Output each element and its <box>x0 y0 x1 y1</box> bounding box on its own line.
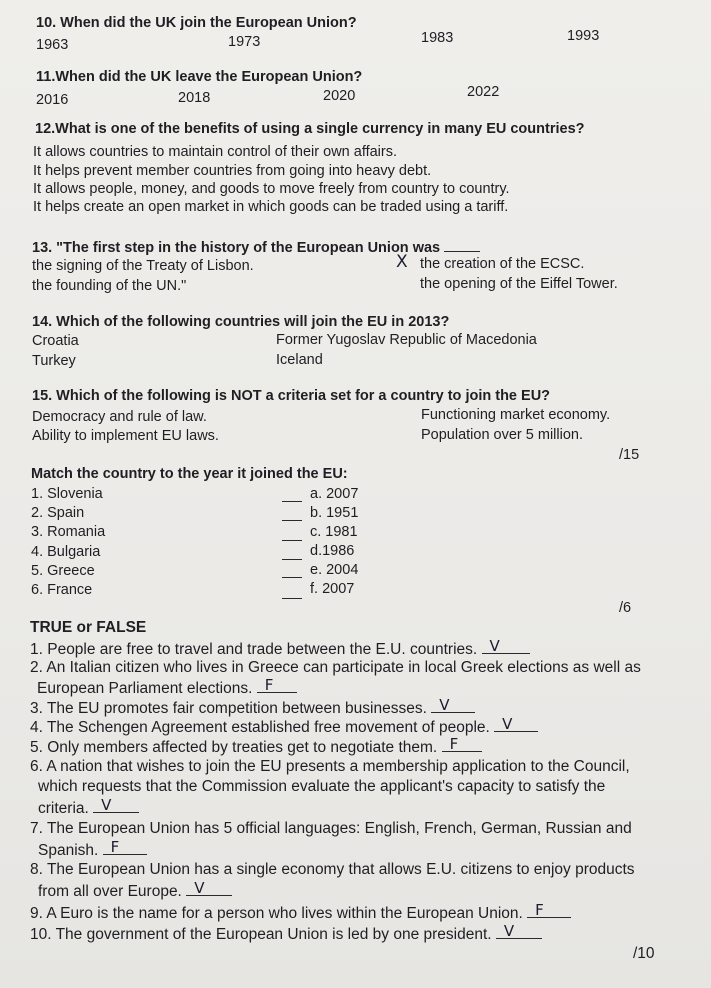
q13-option-d: the opening of the Eiffel Tower. <box>420 276 618 292</box>
tf-item-10: 10. The government of the European Union is led by one president. V <box>30 924 542 944</box>
tf-item-4: 4. The Schengen Agreement established free movement of people. V <box>30 717 538 737</box>
match-score: /6 <box>619 600 632 616</box>
tf-answer-2: F <box>264 676 274 694</box>
q13-x-mark: X <box>396 252 408 272</box>
tf-answer-blank-2 <box>257 678 297 693</box>
q15-option-b: Functioning market economy. <box>421 407 611 423</box>
q10-option-1963: 1963 <box>36 37 69 53</box>
q14-option-croatia: Croatia <box>32 333 79 349</box>
tf-answer-blank-1 <box>482 639 530 654</box>
match-country-5: 5. Greece <box>31 563 95 579</box>
tf-answer-blank-8 <box>186 881 232 896</box>
tf-item-5: 5. Only members affected by treaties get to negotiate them. F <box>30 737 482 757</box>
match-blank-1 <box>282 501 302 502</box>
q12-question: 12.What is one of the benefits of using a single currency in many EU countries? <box>35 121 585 137</box>
q12-option-a: It allows countries to maintain control of their own affairs. <box>33 144 398 160</box>
match-year-a: a. 2007 <box>310 486 359 502</box>
match-year-f: f. 2007 <box>310 581 355 597</box>
tf-answer-blank-6 <box>93 798 139 813</box>
q14-question: 14. Which of the following countries will join the EU in 2013? <box>32 314 450 330</box>
q14-option-turkey: Turkey <box>32 353 76 369</box>
tf-answer-6: V <box>101 796 112 814</box>
match-blank-2 <box>282 520 302 521</box>
q10-option-1983: 1983 <box>421 30 454 46</box>
tf-answer-9: F <box>535 901 544 919</box>
match-year-c: c. 1981 <box>310 524 358 540</box>
match-country-6: 6. France <box>31 582 93 598</box>
q13-blank <box>444 237 480 252</box>
tf-item-2: 2. An Italian citizen who lives in Greece can participate in local Greek elections as well as <box>30 659 641 676</box>
match-year-b: b. 1951 <box>310 505 359 521</box>
q11-option-2018: 2018 <box>178 90 211 106</box>
tf-answer-3: V <box>439 696 450 714</box>
match-blank-6 <box>282 598 302 599</box>
tf-answer-blank-9 <box>527 903 571 918</box>
q12-option-d: It helps create an open market in which goods can be traded using a tariff. <box>33 199 509 215</box>
q10-question: 10. When did the UK join the European Union? <box>36 15 357 31</box>
q13-option-b: the creation of the ECSC. <box>420 256 585 272</box>
tf-item-8: 8. The European Union has a single economy that allows E.U. citizens to enjoy products <box>30 861 635 878</box>
tf-answer-4: V <box>502 715 513 733</box>
tf-answer-blank-3 <box>431 698 475 713</box>
tf-title: TRUE or FALSE <box>30 619 147 636</box>
tf-answer-7: F <box>110 838 120 856</box>
tf-answer-10: V <box>503 922 515 940</box>
q15-question: 15. Which of the following is NOT a criteria set for a country to join the EU? <box>32 388 551 404</box>
q10-option-1993: 1993 <box>567 28 600 44</box>
q15-option-c: Ability to implement EU laws. <box>32 428 219 444</box>
q15-score: /15 <box>619 447 640 463</box>
q13-option-c: the founding of the UN." <box>32 278 187 294</box>
tf-answer-blank-4 <box>494 717 538 732</box>
q14-option-iceland: Iceland <box>276 352 323 368</box>
tf-answer-blank-10 <box>496 924 542 939</box>
q10-option-1973: 1973 <box>228 34 261 50</box>
tf-item-7: 7. The European Union has 5 official languages: English, French, German, Russian and <box>30 820 632 837</box>
q12-option-b: It helps prevent member countries from going into heavy debt. <box>33 163 432 179</box>
match-blank-4 <box>282 559 302 560</box>
q13-question: 13. "The first step in the history of the European Union was <box>32 237 480 257</box>
q15-option-a: Democracy and rule of law. <box>32 409 207 425</box>
tf-item-1: 1. People are free to travel and trade between the E.U. countries. V <box>30 639 530 659</box>
match-year-d: d.1986 <box>310 543 355 559</box>
match-blank-3 <box>282 540 302 541</box>
tf-item-7-cont: Spanish. F <box>38 840 147 860</box>
tf-score: /10 <box>633 945 655 962</box>
q12-option-c: It allows people, money, and goods to move freely from country to country. <box>33 181 510 197</box>
q11-question: 11.When did the UK leave the European Union? <box>36 69 363 85</box>
tf-answer-8: V <box>194 879 205 897</box>
q13-option-a: the signing of the Treaty of Lisbon. <box>32 258 254 274</box>
q15-option-d: Population over 5 million. <box>421 427 584 443</box>
match-blank-5 <box>282 577 302 578</box>
tf-answer-5: F <box>449 735 459 753</box>
tf-answer-blank-5 <box>442 737 482 752</box>
match-country-2: 2. Spain <box>31 505 85 521</box>
q11-option-2022: 2022 <box>467 84 500 100</box>
tf-answer-blank-7 <box>103 840 147 855</box>
match-title: Match the country to the year it joined the EU: <box>31 466 348 482</box>
tf-item-6-cont: which requests that the Commission evaluate the applicant's capacity to satisfy the <box>38 778 606 795</box>
match-country-3: 3. Romania <box>31 524 106 540</box>
match-country-4: 4. Bulgaria <box>31 544 101 560</box>
tf-answer-1: V <box>489 637 500 655</box>
tf-item-6-cont2: criteria. V <box>38 798 139 818</box>
tf-item-3: 3. The EU promotes fair competition between businesses. V <box>30 698 475 718</box>
tf-item-8-cont: from all over Europe. V <box>38 881 232 901</box>
tf-item-2-cont: European Parliament elections. F <box>37 678 297 698</box>
match-year-e: e. 2004 <box>310 562 359 578</box>
tf-item-6: 6. A nation that wishes to join the EU presents a membership application to the Council, <box>30 758 630 775</box>
q11-option-2016: 2016 <box>36 92 69 108</box>
tf-item-9: 9. A Euro is the name for a person who lives within the European Union. F <box>30 903 571 923</box>
q14-option-macedonia: Former Yugoslav Republic of Macedonia <box>276 332 537 348</box>
q11-option-2020: 2020 <box>323 88 356 104</box>
match-country-1: 1. Slovenia <box>31 486 103 502</box>
